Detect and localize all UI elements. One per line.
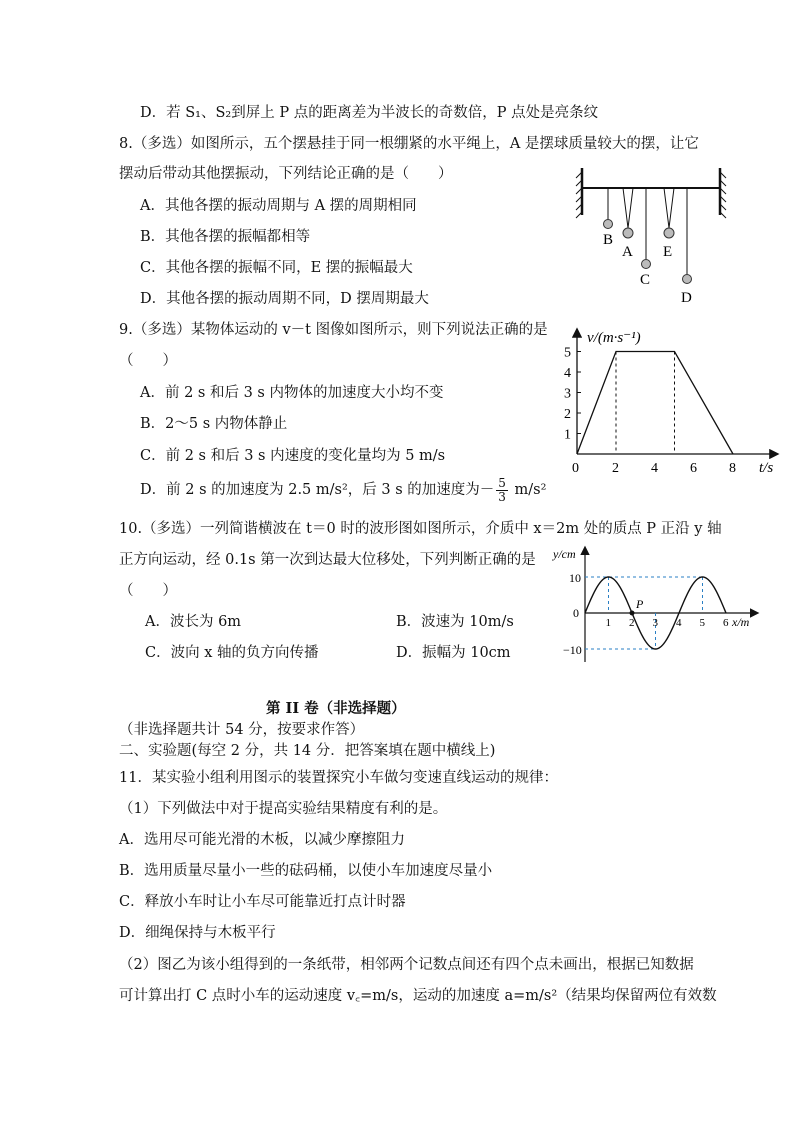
section-2-subtitle: （非选择题共计 54 分，按要求作答） [119, 722, 365, 738]
vt-xtick-label: 4 [651, 461, 658, 476]
vt-ytick-label: 1 [564, 427, 571, 443]
wave-ytick-10: 10 [569, 571, 581, 585]
fraction-5-3 [496, 477, 508, 504]
wave-xtick-label: 5 [699, 617, 705, 629]
pendulum-d-label: D [681, 290, 692, 306]
wave-point-p-label: P [636, 597, 644, 611]
q10-stem-line3: （ ） [119, 583, 177, 599]
pendulum-a-string-2 [628, 188, 633, 228]
q8-stem-line2: 摆动后带动其他摆振动，下列结论正确的是（ ） [119, 166, 453, 182]
q9-stem-line1: 9.（多选）某物体运动的 v－t 图像如图所示，则下列说法正确的是 [119, 322, 548, 338]
vt-series-line [577, 352, 733, 455]
q11-sub2-line2: 可计算出打 C 点时小车的运动速度 v꜀=m/s，运动的加速度 a=m/s²（结果均保留两位有效数 [119, 988, 717, 1004]
wave-xtick-label: 2 [629, 617, 635, 629]
pendulum-figure [570, 160, 740, 310]
pendulum-b-label: B [603, 232, 614, 248]
part-2-heading: 二、实验题(每空 2 分，共 14 分．把答案填在题中横线上) [119, 743, 496, 759]
pendulum-e-string-2 [669, 188, 674, 228]
fraction-denominator: 3 [498, 489, 506, 504]
wave-point-p [630, 611, 635, 616]
q9-option-d-unit: m/s² [509, 482, 547, 498]
vt-xtick-label: 8 [729, 461, 736, 476]
q11-sub2-line1: （2）图乙为该小组得到的一条纸带，相邻两个记数点间还有四个点未画出，根据已知数据 [119, 957, 694, 973]
pendulum-a-string-1 [623, 188, 628, 228]
q10-option-b: B．波速为 10m/s [396, 614, 514, 630]
vt-x-label: t/s [759, 460, 774, 476]
pendulum-c-label: C [640, 272, 651, 288]
vt-ytick-label: 3 [564, 386, 571, 402]
vt-ytick-label: 5 [564, 345, 571, 361]
pendulum-a-bob [623, 228, 633, 238]
wave-xtick-label: 1 [605, 617, 611, 629]
q10-option-c: C．波向 x 轴的负方向传播 [145, 645, 319, 661]
vt-xtick-label: 6 [690, 461, 697, 476]
pendulum-a-label: A [622, 244, 633, 260]
q8-option-a: A．其他各摆的振动周期与 A 摆的周期相同 [140, 198, 417, 214]
q8-option-d: D．其他各摆的振动周期不同，D 摆周期最大 [140, 291, 429, 307]
fraction-numerator: 5 [498, 475, 506, 490]
q11-option-c: C．释放小车时让小车尽可能靠近打点计时器 [119, 894, 406, 910]
q11-sub1: （1）下列做法中对于提高实验结果精度有利的是。 [119, 801, 448, 817]
vt-chart [555, 322, 785, 480]
q11-option-d: D．细绳保持与木板平行 [119, 925, 276, 941]
q10-option-d: D．振幅为 10cm [396, 645, 511, 661]
wave-xtick-label: 3 [652, 617, 658, 629]
q9-option-d-prefix: D．前 2 s 的加速度为 2.5 m/s²，后 3 s 的加速度为－ [140, 482, 495, 498]
q11-option-a: A．选用尽可能光滑的木板，以减少摩擦阻力 [119, 832, 405, 848]
q8-option-b: B．其他各摆的振幅都相等 [140, 229, 311, 245]
wave-origin-label: 0 [573, 606, 579, 620]
wave-ytick-neg10: −10 [563, 643, 582, 657]
pendulum-d-bob [683, 275, 692, 284]
wave-y-label: y/cm [553, 547, 576, 561]
q11-stem: 11．某实验小组利用图示的装置探究小车做匀变速直线运动的规律： [119, 770, 558, 786]
q9-option-d [140, 474, 546, 506]
pendulum-e-bob [664, 228, 674, 238]
wave-chart [545, 542, 765, 667]
vt-xtick-label: 2 [612, 461, 619, 476]
vt-ytick-label: 4 [564, 366, 571, 381]
pendulum-e-string-1 [664, 188, 669, 228]
q10-stem-line2: 正方向运动，经 0.1s 第一次到达最大位移处，下列判断正确的是 [119, 552, 536, 568]
section-2-title: 第 II 卷（非选择题） [266, 700, 406, 717]
q9-option-b: B．2～5 s 内物体静止 [140, 416, 288, 432]
pendulum-b-bob [604, 220, 613, 229]
q10-stem-line1: 10.（多选）一列简谐横波在 t＝0 时的波形图如图所示，介质中 x＝2m 处的质点 P 正沿 y 轴 [119, 521, 722, 537]
q11-option-b: B．选用质量尽量小一些的砝码桶，以使小车加速度尽量小 [119, 863, 493, 879]
pendulum-e-label: E [663, 244, 673, 260]
q9-option-c: C．前 2 s 和后 3 s 内速度的变化量均为 5 m/s [140, 448, 446, 464]
pendulum-c-bob [642, 260, 651, 269]
wave-x-label: x/m [732, 615, 750, 629]
wave-xtick-label: 6 [723, 617, 729, 629]
q8-stem-line1: 8.（多选）如图所示，五个摆悬挂于同一根绷紧的水平绳上，A 是摆球质量较大的摆，让它 [119, 136, 699, 152]
q8-option-c: C．其他各摆的振幅不同，E 摆的振幅最大 [140, 260, 413, 276]
vt-origin-label: 0 [572, 461, 579, 476]
vt-y-label: v/(m·s⁻¹) [587, 330, 641, 346]
q9-stem-line2: （ ） [119, 353, 177, 369]
wave-xtick-label: 4 [676, 617, 682, 629]
q9-option-a: A．前 2 s 和后 3 s 内物体的加速度大小均不变 [140, 385, 444, 401]
vt-ytick-label: 2 [564, 407, 571, 422]
q10-option-a: A．波长为 6m [145, 614, 242, 630]
q7-option-d: D．若 S₁、S₂到屏上 P 点的距离差为半波长的奇数倍，P 点处是亮条纹 [140, 105, 599, 121]
